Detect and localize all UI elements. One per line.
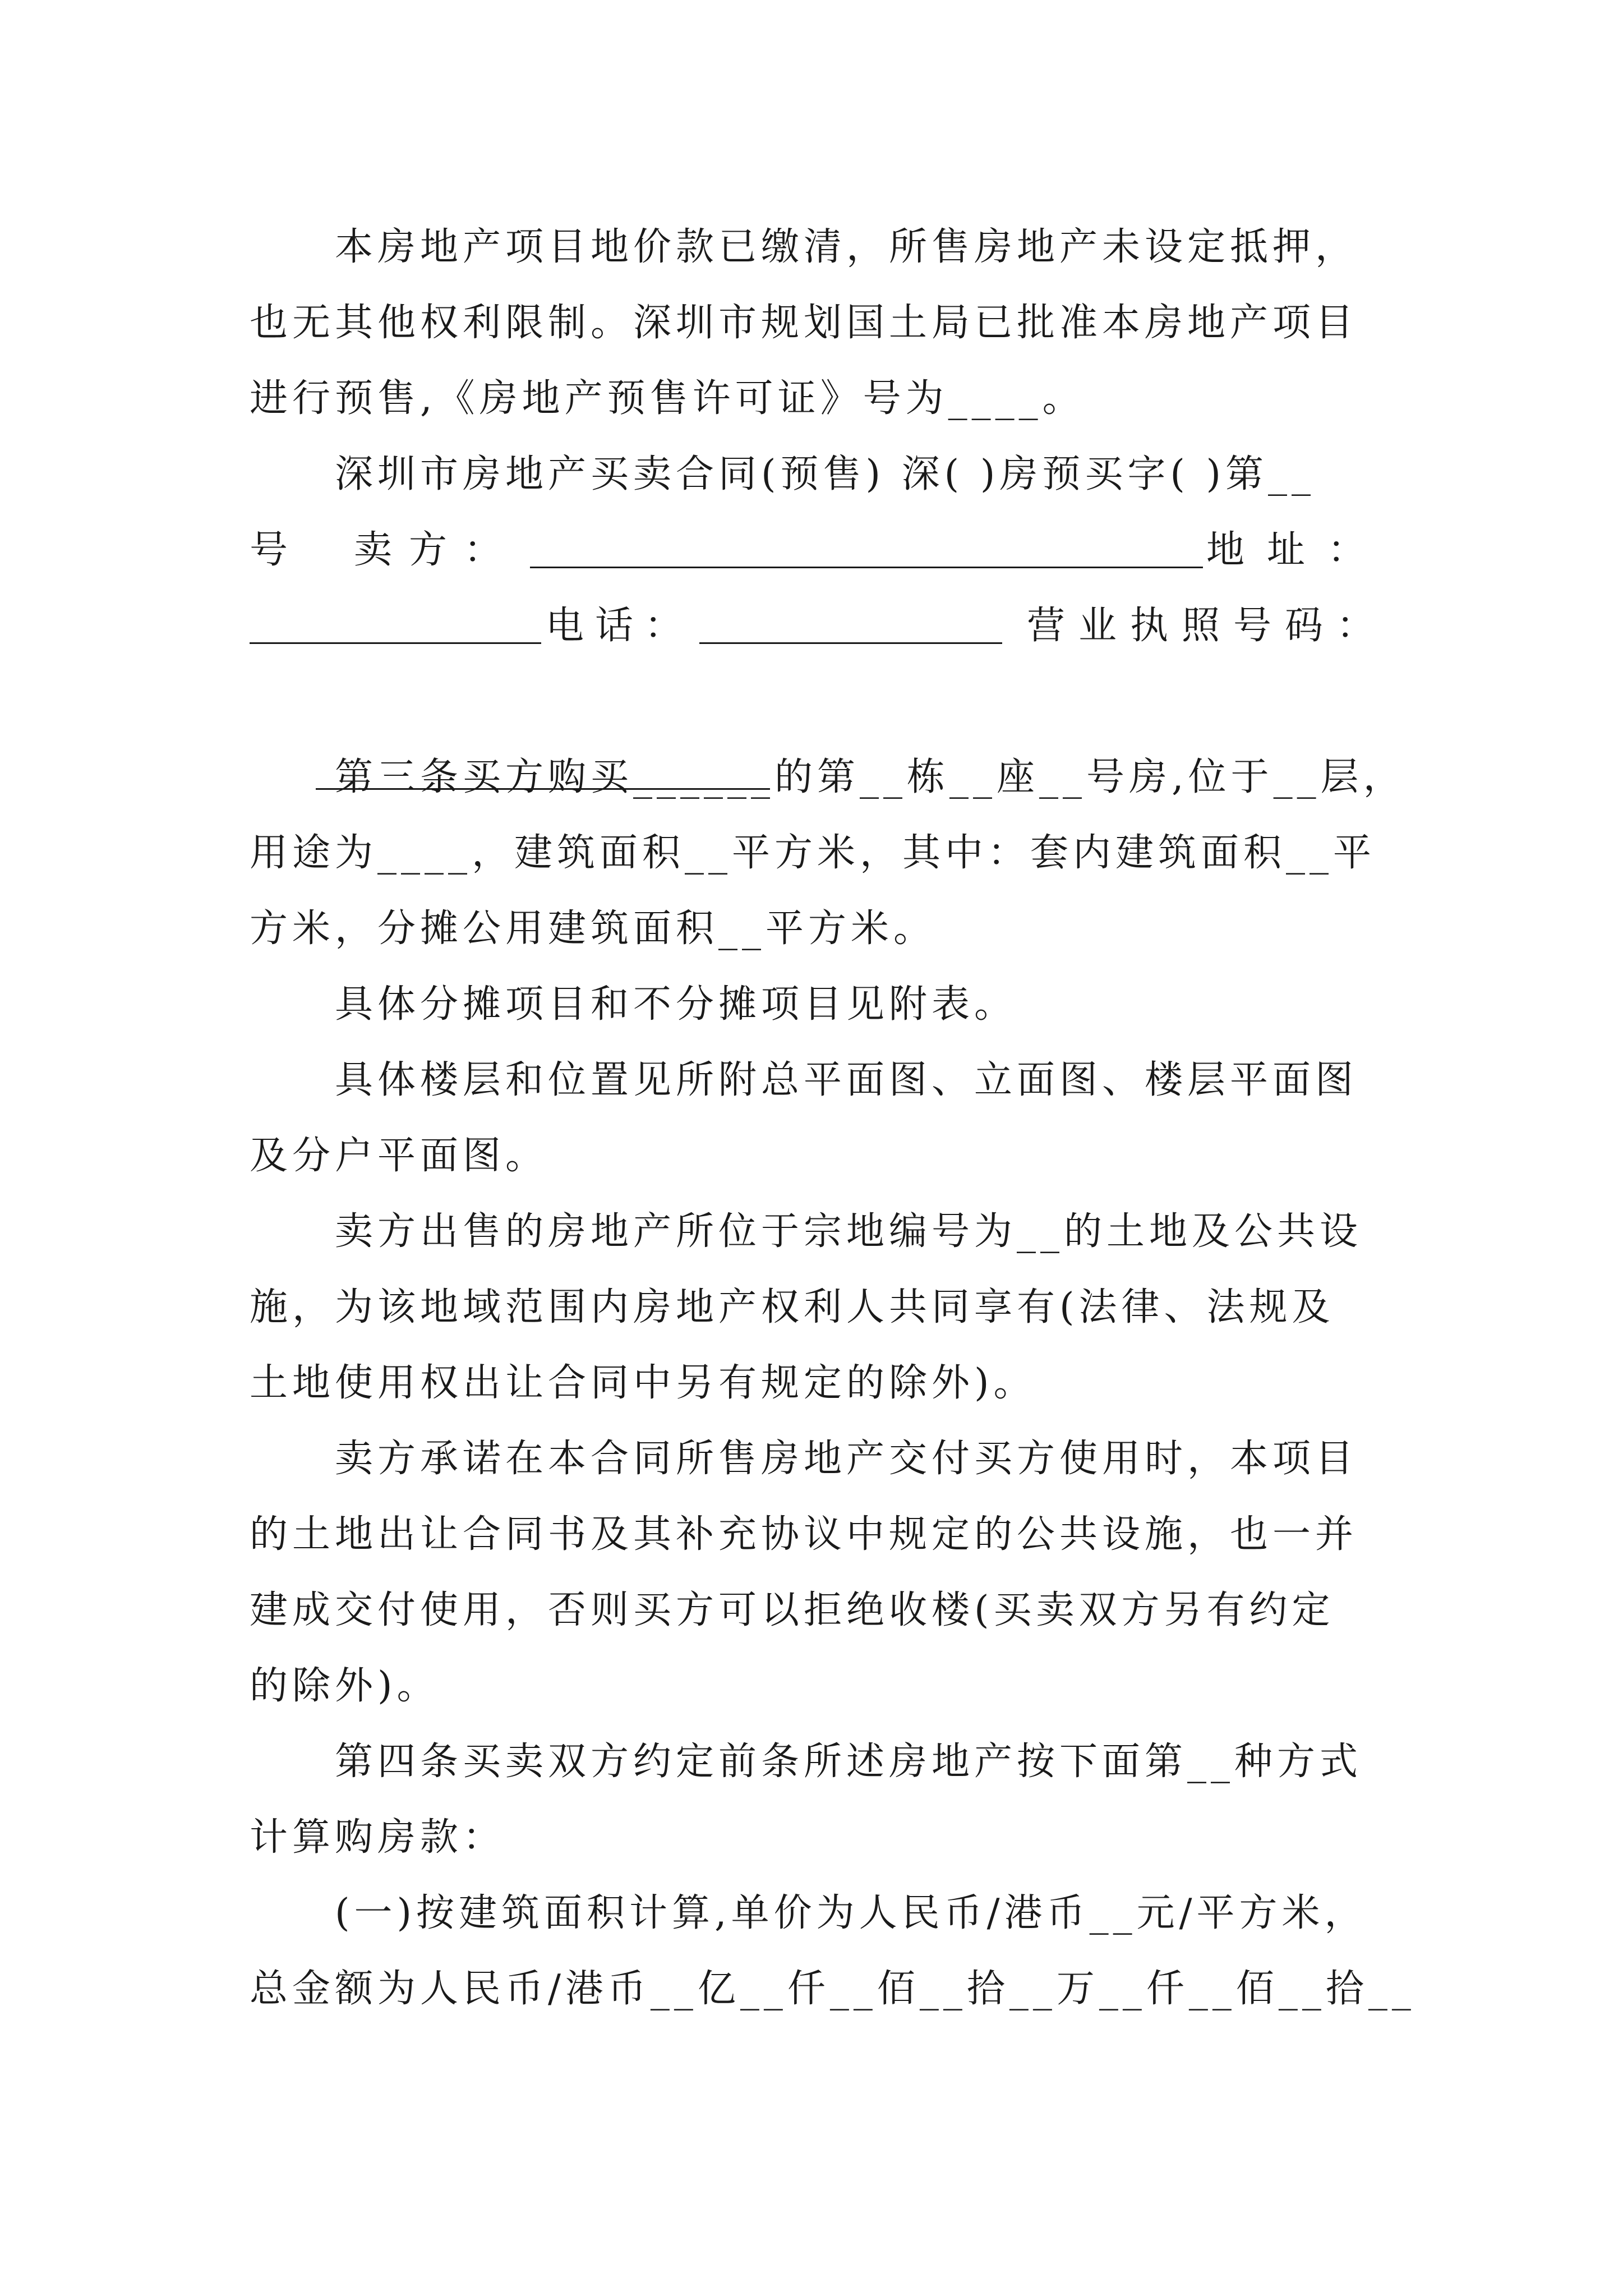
paragraph-line: 进行预售,《房地产预售许可证》号为____。 bbox=[250, 376, 1085, 421]
paragraph-line: 建成交付使用，否则买方可以拒绝收楼(买卖双方另有约定 bbox=[250, 1588, 1335, 1632]
paragraph-line: (一)按建筑面积计算,单价为人民币/港币__元/平方米， bbox=[250, 1891, 1367, 1935]
seller-line bbox=[250, 512, 1388, 588]
paragraph-line: 具体分摊项目和不分摊项目见附表。 bbox=[250, 982, 1017, 1027]
paragraph-line: 的土地出让合同书及其补充协议中规定的公共设施，也一并 bbox=[250, 1512, 1358, 1557]
seller-label: 卖方： bbox=[354, 528, 519, 572]
paragraph-line: 及分户平面图。 bbox=[250, 1134, 548, 1178]
seller-name-blank bbox=[530, 532, 1203, 568]
paragraph-line: 总金额为人民币/港币__亿__仟__佰__拾__万__仟__佰__拾__ bbox=[250, 1967, 1415, 2011]
paragraph-line: 用途为____，建筑面积__平方米，其中：套内建筑面积__平 bbox=[250, 831, 1376, 875]
paragraph-line: 卖方出售的房地产所位于宗地编号为__的土地及公共设 bbox=[250, 1209, 1363, 1254]
paragraph-line: 第三条买方购买______的第__栋__座__号房,位于__层， bbox=[250, 755, 1406, 799]
paragraph-line: 方米，分摊公用建筑面积__平方米。 bbox=[250, 907, 937, 951]
paragraph-line: 土地使用权出让合同中另有规定的除外)。 bbox=[250, 1361, 1036, 1405]
paragraph-line: 卖方承诺在本合同所售房地产交付买方使用时，本项目 bbox=[250, 1437, 1358, 1481]
number-suffix: 号 bbox=[250, 528, 293, 572]
license-label: 营业执照号码： bbox=[1026, 604, 1388, 648]
license-blank-line bbox=[250, 664, 1388, 739]
paragraph-line: 本房地产项目地价款已缴清，所售房地产未设定抵押， bbox=[250, 225, 1358, 269]
address-label: 地址： bbox=[1206, 528, 1388, 572]
paragraph-line: 具体楼层和位置见所附总平面图、立面图、楼层平面图 bbox=[250, 1058, 1358, 1102]
paragraph-line: 计算购房款： bbox=[250, 1815, 506, 1860]
paragraph-line: 施，为该地域范围内房地产权利人共同享有(法律、法规及 bbox=[250, 1285, 1335, 1329]
phone-label: 电话： bbox=[546, 604, 694, 648]
paragraph-line: 第四条买卖双方约定前条所述房地产按下面第__种方式 bbox=[250, 1740, 1363, 1784]
phone-line bbox=[250, 588, 1388, 664]
paragraph-line: 也无其他权利限制。深圳市规划国土局已批准本房地产项目 bbox=[250, 301, 1358, 345]
phone-blank bbox=[699, 608, 1002, 644]
address-blank bbox=[250, 608, 541, 644]
paragraph-line: 的除外)。 bbox=[250, 1664, 440, 1708]
paragraph-line: 深圳市房地产买卖合同(预售) 深( )房预买字( )第__ bbox=[250, 452, 1316, 496]
